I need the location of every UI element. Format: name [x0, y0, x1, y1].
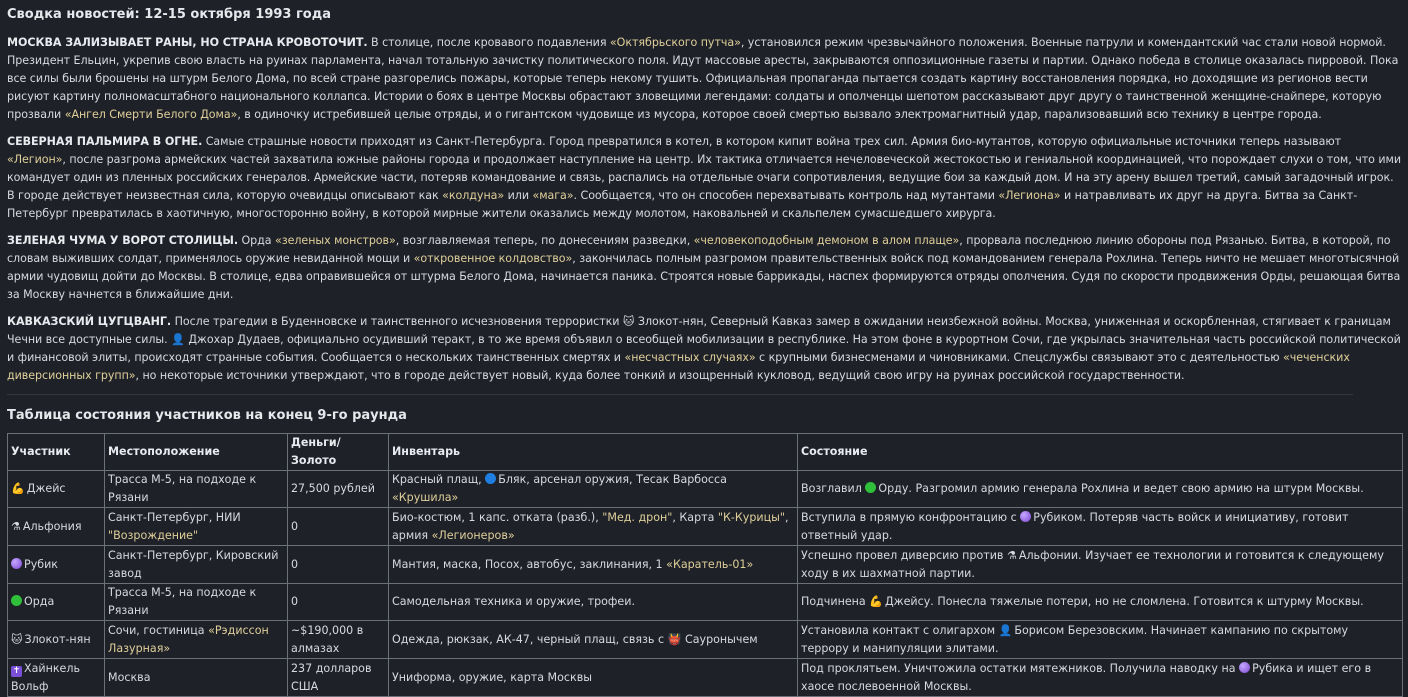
inventory-text: Мантия, маска, Посох, автобус, заклинания, 1: [392, 557, 667, 571]
inventory-text: , Карта: [672, 510, 718, 524]
highlight-phrase: «зеленых монстров»: [275, 234, 396, 247]
cat-face-icon: 🐱: [11, 632, 23, 646]
highlight-phrase: «Легиона»: [998, 189, 1061, 202]
highlight-phrase: "Мед. дрон": [602, 510, 673, 524]
participant-name: Злокот-нян: [24, 632, 91, 646]
news-text: Самые страшные новости приходят из Санкт-Петербурга. Город превратился в котел, в котором кипит война трех сил. Армия био-мутантов, которую официальные источники теперь называют: [202, 135, 1342, 148]
inventory-cell: Униформа, оружие, карта Москвы: [389, 659, 798, 697]
inventory-text: Красный плащ,: [392, 473, 486, 486]
participant-name: Альфония: [22, 519, 82, 533]
money-cell: 0: [288, 508, 389, 546]
highlight-phrase: «Ангел Смерти Белого Дома»: [64, 108, 238, 121]
highlight-phrase: «человекоподобным демоном в алом плаще»: [693, 234, 960, 247]
status-text: Под проклятьем. Уничтожила остатки мятежников. Получила наводку на: [801, 661, 1240, 675]
status-cell: [798, 659, 1403, 697]
cross-icon: ✝: [12, 665, 21, 676]
status-text: Джейсу. Понесла тяжелые потери, но не сломлена. Готовится к штурму Москвы.: [884, 595, 1364, 608]
location-cell: Санкт-Петербург, Кировский завод: [105, 546, 288, 584]
highlight-phrase: «Рэдиссон Лазурная»: [108, 623, 269, 655]
green-circle-icon: [11, 595, 22, 606]
news-text: , возглавляемая теперь, по донесениям разведки,: [395, 234, 694, 247]
status-cell: [798, 471, 1403, 508]
table-title: Таблица состояния участников на конец 9-го раунда: [7, 408, 407, 423]
status-text: Альфонии. Изучает ее технологии и готовится к следующему ходу в их шахматной партии.: [801, 548, 1384, 580]
news-text: , в одиночку истребившей целые отряды, и о гигантском чудовище из мусора, которое своей смертью вызвало электромагнитный удар, парализовавший всю технику в центре города.: [237, 108, 1322, 121]
summary-title: Сводка новостей: 12-15 октября 1993 года: [7, 7, 331, 22]
highlight-phrase: «мага»: [532, 189, 574, 202]
news-text: или: [504, 189, 533, 202]
highlight-phrase: «Легион»: [7, 153, 63, 166]
news-item-petersburg: [7, 133, 1401, 223]
news-text: После трагедии в Буденновске и таинственного исчезновения террористки 🐱 Злокот-нян, Северный Кавказ замер в ожидании неизбежной войны. Москва, униженная и оскорбленная, стягивает к границам Чечни все доступные силы. 👤 Джохар Дудаев, официально осудивший теракт, в то же время объявил о всеобщей мобилизации в республике. На этом фоне в курортном Сочи, где укрылась значительная часть российской политической и финансовой элиты, происходят странные события. Сообщается о нескольких таинственных смертях и: [7, 315, 1401, 364]
highlight-phrase: «Крушила»: [392, 491, 459, 504]
highlight-phrase: "К-Курицы": [717, 510, 785, 524]
news-text: Орда: [238, 234, 276, 247]
status-text: Рубика и ищет его в хаосе послевоенной Москвы.: [801, 661, 1372, 693]
status-text: Установила контакт с олигархом: [801, 623, 999, 637]
news-text: В столице, после кровавого подавления: [367, 36, 610, 49]
column-header-location: Местоположение: [105, 434, 288, 471]
location-cell: [105, 508, 288, 546]
money-cell: 237 долларов США: [288, 659, 389, 697]
location-text: Сочи, гостиница: [108, 623, 209, 637]
news-text: , но некоторые источники утверждают, что в городе действует новый, куда более тонкий и изощренный кукловод, ведущий свою игру на руинах российской государственности.: [135, 369, 1185, 382]
location-text: Санкт-Петербург, НИИ: [108, 510, 241, 524]
inventory-cell: [389, 471, 798, 508]
status-cell: [798, 584, 1403, 621]
status-text: Вступила в прямую конфронтацию с: [801, 510, 1021, 524]
table-row: [8, 546, 1403, 584]
news-text: , установился режим чрезвычайного положения. Военные патрули и комендантский час стали новой нормой. Президент Ельцин, укрепив свою власть на руинах парламента, начал тотальную зачистку политического поля. Идут массовые аресты, закрываются оппозиционные газеты и партии. Однако победа в столице оказалась пирровой. Пока все силы были брошены на штурм Белого Дома, по всей стране разгорелись пожары, которые теперь некому тушить. Официальная пропаганда пытается создать картину восстановления порядка, но доходящие из регионов вести рисуют картину полномасштабного национального коллапса. Истории о боях в центре Москвы обрастают зловещими легендами: солдаты и ополченцы шепотом рассказывают друг другу о таинственной женщине-снайпере, которую прозвали: [7, 36, 1399, 121]
highlight-phrase: «Октябрьского путча»: [609, 36, 741, 49]
table-row: [8, 659, 1403, 697]
participant-cell: [8, 508, 105, 546]
location-cell: Москва: [105, 659, 288, 697]
status-cell: [798, 508, 1403, 546]
pipette-icon: ⚗: [11, 519, 21, 533]
column-header-participant: Участник: [8, 434, 105, 471]
money-cell: 27,500 рублей: [288, 471, 389, 508]
highlight-phrase: «откровенное колдовство»: [413, 252, 573, 265]
highlight-phrase: «колдуна»: [442, 189, 505, 202]
column-header-inventory: Инвентарь: [389, 434, 798, 471]
news-text: , закончилась полным разгромом правительственных войск под командованием генерала Рохлина. Теперь ничто не мешает многотысячной армии чудовищ дойти до Москвы. В столице, едва оправившейся от штурма Белого Дома, начинается паника. Строятся новые баррикады, наспех формируются отряды ополчения. Судя по скорости продвижения Орды, решающая битва за Москву начнется в ближайшие дни.: [7, 252, 1401, 301]
status-text: Подчинена: [801, 595, 870, 608]
pipette-icon: ⚗: [1007, 548, 1017, 562]
status-cell: [798, 546, 1403, 584]
flexed-biceps-icon: 💪: [11, 482, 25, 495]
highlight-phrase: «Легионеров»: [431, 528, 515, 542]
purple-orb-icon: [1239, 662, 1250, 673]
participant-name: Орда: [24, 595, 55, 608]
status-text: Успешно провел диверсию против: [801, 548, 1007, 562]
highlight-phrase: «Каратель-01»: [666, 557, 754, 571]
location-cell: Трасса М-5, на подходе к Рязани: [105, 471, 288, 508]
inventory-text: , армия: [392, 510, 789, 542]
bust-silhouette-icon: 👤: [998, 623, 1013, 637]
news-headline: СЕВЕРНАЯ ПАЛЬМИРА В ОГНЕ.: [7, 135, 203, 148]
news-text: , прорвала последнюю линию обороны под Рязанью. Битва, в которой, по словам выживших солдат, применялось оружие невиданной мощи и: [7, 234, 1391, 265]
status-text: Борисом Березовским. Начинает кампанию по скрытому террору и манипуляции элитами.: [801, 623, 1349, 655]
participant-cell: [8, 659, 105, 697]
section-divider: [7, 394, 1353, 395]
news-text: . Сообщается, что он способен перехватывать контроль над мутантами: [573, 189, 999, 202]
highlight-phrase: «несчастных случаях»: [624, 351, 756, 364]
column-header-money: Деньги/Золото: [288, 434, 389, 471]
inventory-text: Бляк, арсенал оружия, Тесак Варбосса: [498, 473, 727, 486]
participant-name: Джейс: [26, 482, 66, 495]
inventory-cell: [389, 508, 798, 546]
participant-cell: [8, 546, 105, 584]
column-header-status: Состояние: [798, 434, 1403, 471]
inventory-cell: [389, 546, 798, 584]
news-item-caucasus: [7, 313, 1401, 385]
money-cell: ~$190,000 в алмазах: [288, 621, 389, 659]
highlight-phrase: "Возрождение": [108, 528, 199, 542]
status-text: Орду. Разгромил армию генерала Рохлина и ведет свою армию на штурм Москвы.: [878, 482, 1364, 495]
participant-cell: [8, 471, 105, 508]
money-cell: 0: [288, 546, 389, 584]
flexed-biceps-icon: 💪: [869, 595, 883, 608]
green-circle-icon: [865, 482, 876, 493]
news-headline: КАВКАЗСКИЙ ЦУГЦВАНГ.: [7, 315, 172, 328]
table-row: [8, 508, 1403, 546]
news-headline: ЗЕЛЕНАЯ ЧУМА У ВОРОТ СТОЛИЦЫ.: [7, 234, 239, 247]
news-text: и натравливать их друг на друга. Битва за Санкт-Петербург превратилась в хаотичную, многосторонню войну, в которой мирные жители оказались между молотом, наковальней и скальпелем сумасшедшего хирурга.: [7, 189, 1358, 220]
money-cell: 0: [288, 584, 389, 621]
location-cell: Трасса М-5, на подходе к Рязани: [105, 584, 288, 621]
news-text: с крупными бизнесменами и чиновниками. Спецслужбы связывают это с деятельностью: [755, 351, 1283, 364]
news-text: , после разгрома армейских частей захватила южные районы города и продолжает наступление на центр. Их тактика отличается нечеловеческой жестокостью и гениальной координацией, что порождает слухи о том, что ими командует один из пленных российских генералов. Армейские части, потеряв командование и связь, распались на отдельные очаги сопротивления, ведущие бои за каждый дом. И на эту арену вышел третий, самый загадочный игрок. В городе действует неизвестная сила, которую очевидцы описывают как: [7, 153, 1401, 202]
blue-circle-icon: [485, 473, 496, 484]
purple-orb-icon: [11, 558, 22, 569]
status-text: Возглавил: [801, 482, 866, 495]
table-header-row: [8, 434, 1403, 471]
purple-orb-icon: [1020, 511, 1031, 522]
participant-name: Хайнкель Вольф: [11, 661, 81, 693]
table-row: [8, 471, 1403, 508]
inventory-text: Био-костюм, 1 капс. отката (разб.),: [392, 510, 603, 524]
inventory-cell: Одежда, рюкзак, АК-47, черный плащ, связь с 👹 Сауронычем: [389, 621, 798, 659]
location-cell: [105, 621, 288, 659]
news-item-green-plague: [7, 232, 1401, 304]
news-headline: МОСКВА ЗАЛИЗЫВАЕТ РАНЫ, НО СТРАНА КРОВОТОЧИТ.: [7, 36, 368, 49]
status-cell: [798, 621, 1403, 659]
highlight-phrase: «чеченских диверсионных групп»: [7, 351, 1350, 382]
participant-cell: [8, 584, 105, 621]
news-item-moscow: [7, 34, 1401, 124]
table-row: [8, 584, 1403, 621]
inventory-cell: Самодельная техника и оружие, трофеи.: [389, 584, 798, 621]
participant-name: Рубик: [24, 557, 59, 571]
participant-cell: [8, 621, 105, 659]
status-text: Рубиком. Потеряв часть войск и инициативу, готовит ответный удар.: [801, 510, 1349, 542]
table-row: [8, 621, 1403, 659]
participants-table: [7, 433, 1403, 697]
